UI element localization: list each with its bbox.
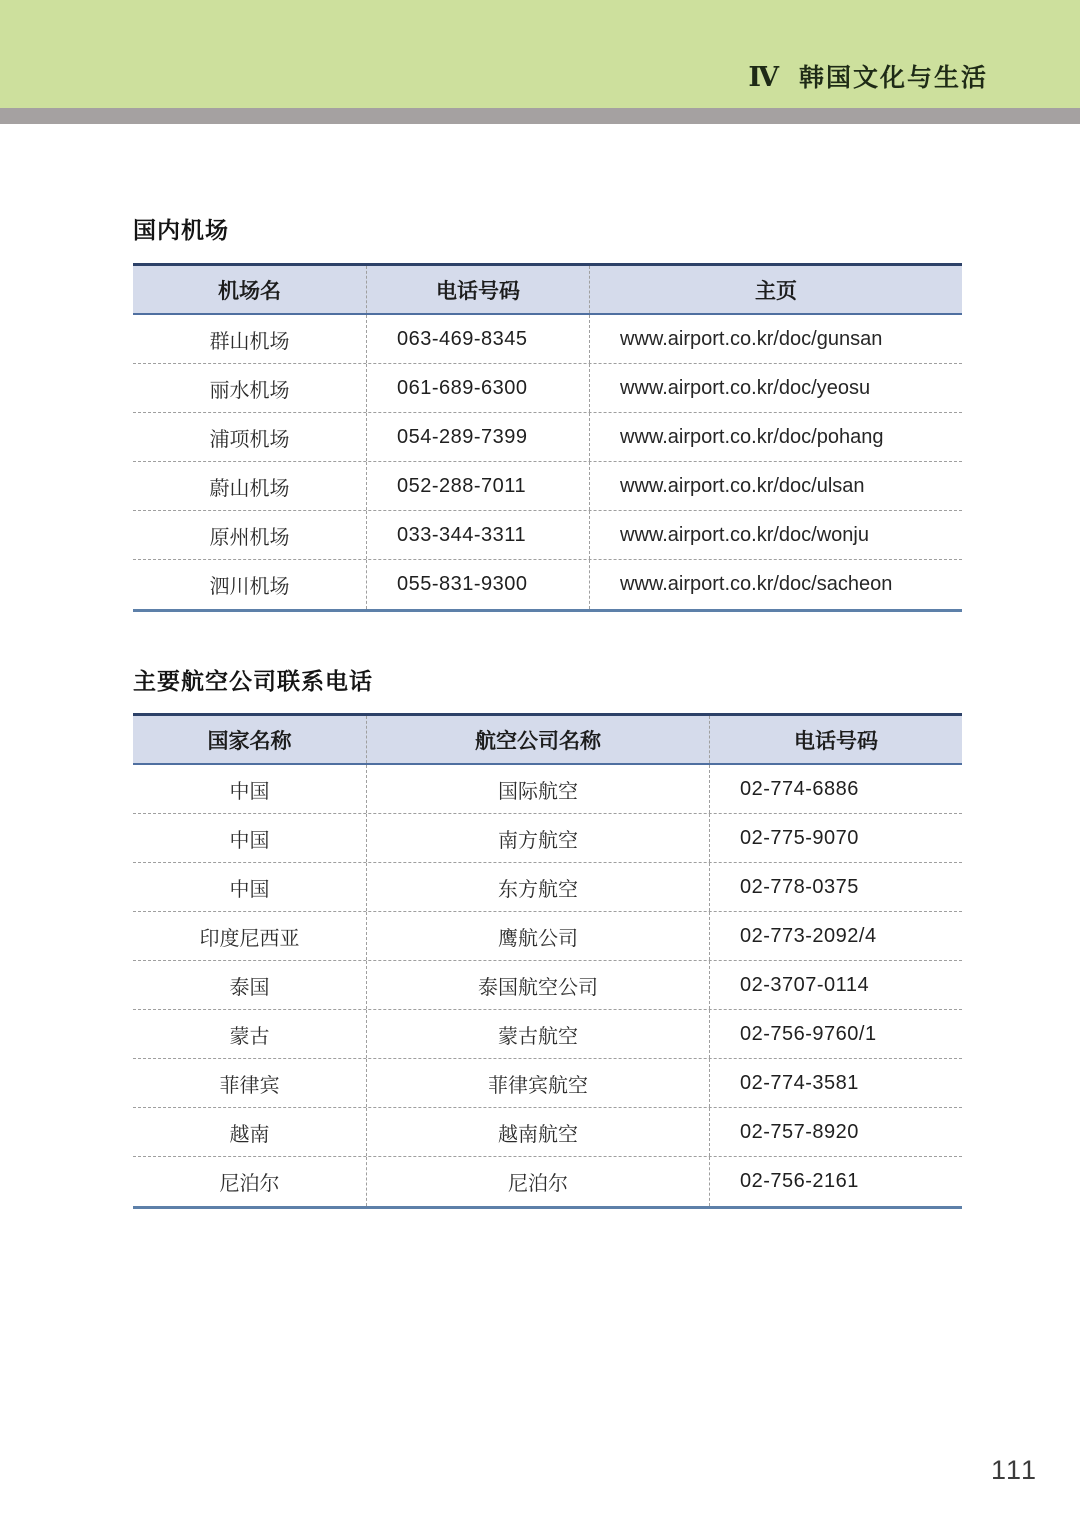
country-cell: 中国 [133, 814, 367, 862]
airport-name-cell: 浦项机场 [133, 413, 367, 461]
airline-cell: 南方航空 [367, 814, 710, 862]
airport-phone-cell: 055-831-9300 [367, 560, 590, 609]
airline-phone-cell: 02-778-0375 [740, 875, 859, 898]
table-row [133, 315, 962, 364]
airline-cell: 国际航空 [367, 765, 710, 813]
airline-phone-cell: 02-775-9070 [740, 826, 859, 849]
airport-name-cell: 丽水机场 [133, 364, 367, 412]
airline-cell: 鹰航公司 [367, 912, 710, 960]
airport-name-cell: 蔚山机场 [133, 462, 367, 510]
page-number: 111 [990, 1455, 1038, 1485]
country-cell: 中国 [133, 863, 367, 911]
airport-homepage-cell: www.airport.co.kr/doc/yeosu [620, 376, 871, 399]
section-title: 韩国文化与生活 [798, 64, 988, 92]
column-header-phone: 电话号码 [794, 729, 878, 753]
country-cell: 越南 [133, 1108, 367, 1156]
airport-homepage-cell: www.airport.co.kr/doc/pohang [620, 425, 884, 448]
airline-cell: 蒙古航空 [367, 1010, 710, 1058]
page-header-band [0, 0, 1080, 108]
table-row [133, 912, 962, 961]
airport-phone-cell: 054-289-7399 [367, 413, 590, 461]
airline-cell: 越南航空 [367, 1108, 710, 1156]
page-header-title [748, 58, 988, 94]
airlines-table [133, 713, 962, 1209]
airline-cell: 尼泊尔 [367, 1157, 710, 1206]
table-row [133, 1010, 962, 1059]
column-header-airline: 航空公司名称 [367, 716, 710, 763]
country-cell: 印度尼西亚 [133, 912, 367, 960]
airports-table-header-row [133, 266, 962, 315]
airlines-table-header-row [133, 716, 962, 765]
airport-name-cell: 泗川机场 [133, 560, 367, 609]
country-cell: 尼泊尔 [133, 1157, 367, 1206]
airports-table [133, 263, 962, 612]
column-header-country: 国家名称 [133, 716, 367, 763]
airport-homepage-cell: www.airport.co.kr/doc/gunsan [620, 327, 883, 350]
table-row [133, 961, 962, 1010]
airport-phone-cell: 052-288-7011 [367, 462, 590, 510]
table-row [133, 462, 962, 511]
airport-homepage-cell: www.airport.co.kr/doc/wonju [620, 523, 869, 546]
country-cell: 泰国 [133, 961, 367, 1009]
airline-cell: 泰国航空公司 [367, 961, 710, 1009]
table-row [133, 511, 962, 560]
airport-homepage-cell: www.airport.co.kr/doc/sacheon [620, 573, 893, 595]
airline-phone-cell: 02-774-6886 [740, 777, 859, 800]
table-row [133, 1108, 962, 1157]
airline-cell: 菲律宾航空 [367, 1059, 710, 1107]
airline-phone-cell: 02-774-3581 [740, 1071, 859, 1094]
airport-name-cell: 群山机场 [133, 315, 367, 363]
airline-phone-cell: 02-756-9760/1 [740, 1022, 877, 1045]
airlines-table-title: 主要航空公司联系电话 [133, 668, 373, 694]
column-header-homepage: 主页 [755, 279, 797, 303]
airline-cell: 东方航空 [367, 863, 710, 911]
table-row [133, 413, 962, 462]
table-row [133, 863, 962, 912]
table-row [133, 560, 962, 609]
airport-phone-cell: 033-344-3311 [367, 511, 590, 559]
header-divider-bar [0, 108, 1080, 124]
table-row [133, 1157, 962, 1206]
country-cell: 蒙古 [133, 1010, 367, 1058]
airline-phone-cell: 02-3707-0114 [740, 973, 870, 996]
airports-table-title: 国内机场 [133, 217, 229, 243]
airport-phone-cell: 061-689-6300 [367, 364, 590, 412]
section-number: Ⅳ [748, 62, 779, 92]
airport-name-cell: 原州机场 [133, 511, 367, 559]
country-cell: 菲律宾 [133, 1059, 367, 1107]
country-cell: 中国 [133, 765, 367, 813]
column-header-airport-name: 机场名 [133, 266, 367, 313]
airport-phone-cell: 063-469-8345 [367, 315, 590, 363]
table-row [133, 364, 962, 413]
column-header-phone: 电话号码 [367, 266, 590, 313]
airline-phone-cell: 02-757-8920 [740, 1120, 859, 1143]
airline-phone-cell: 02-756-2161 [740, 1170, 859, 1192]
table-row [133, 1059, 962, 1108]
airline-phone-cell: 02-773-2092/4 [740, 924, 877, 947]
table-row [133, 765, 962, 814]
table-row [133, 814, 962, 863]
airport-homepage-cell: www.airport.co.kr/doc/ulsan [620, 474, 865, 497]
